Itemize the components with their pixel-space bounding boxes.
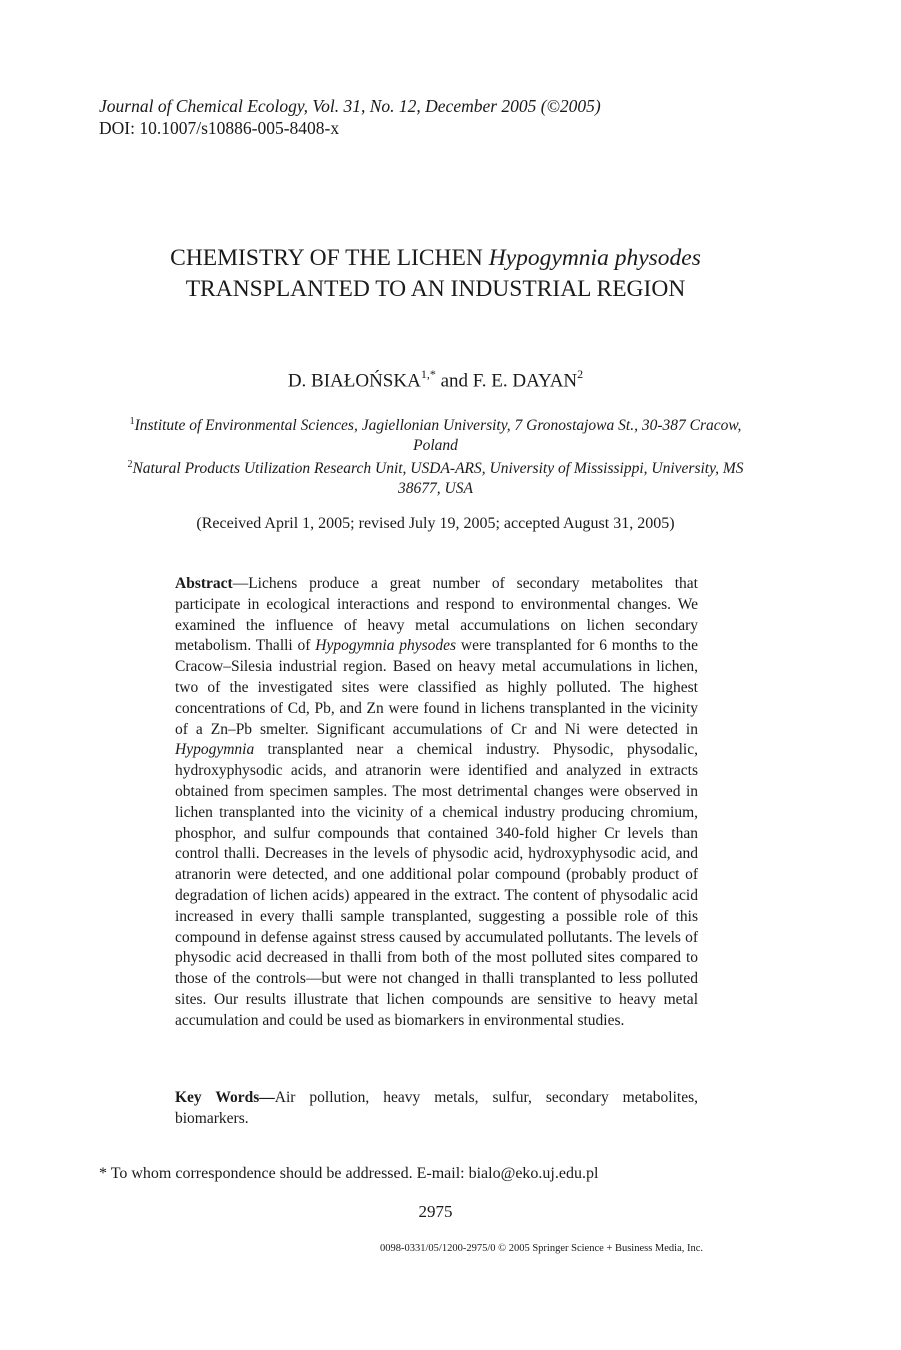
author-list [0, 368, 871, 392]
affiliation-1-text: Institute of Environmental Sciences, Jagiellonian University, 7 Gronostajowa St., 30-387 Cracow, Poland [134, 417, 742, 455]
received-dates: (Received April 1, 2005; revised July 19, 2005; accepted August 31, 2005) [196, 515, 675, 532]
keywords-label: Key Words— [175, 1089, 275, 1106]
keywords-text: Air pollution, heavy metals, sulfur, secondary metabolites, biomarkers. [175, 1089, 698, 1127]
abstract [175, 574, 698, 1032]
abstract-text-1: —Lichens produce a great number of secondary metabolites that participate in ecological interactions and respond to environmental changes. We examined the influence of heavy metal accumulations on lichen secondary metabolism. Thalli of [175, 575, 698, 655]
abstract-species-1: Hypogymnia physodes [315, 637, 457, 655]
abstract-species-2: Hypogymnia [175, 741, 255, 759]
author-1-marker: 1,* [420, 367, 436, 381]
copyright-line: 0098-0331/05/1200-2975/0 © 2005 Springer Science + Business Media, Inc. [380, 1243, 704, 1254]
abstract-label: Abstract [175, 575, 233, 592]
abstract-text-3: transplanted near a chemical industry. Physodic, physodalic, hydroxyphysodic acids, and atranorin were identified and analyzed in extracts obtained from specimen samples. The most detrimental changes were observed in lichen transplanted into the vicinity of a chemical industry producing chromium, phosphor, and sulfur compounds that contained 340-fold higher Cr levels than control thalli. Decreases in the levels of physodic acid, hydroxyphysodic acid, and atranorin were detected, and one additional polar compound (probably product of degradation of lichen acids) appeared in the extract. The content of physodalic acid increased in every thalli sample transplanted, suggesting a possible role of this compound in defense against stress caused by accumulated pollutants. The levels of physodic acid decreased in thalli from both of the most polluted sites compared to those of the controls—but were not changed in thalli transplanted to less polluted sites. Our results illustrate that lichen compounds are sensitive to heavy metal accumulation and could be used as biomarkers in environmental studies. [175, 741, 698, 1029]
keywords [175, 1088, 698, 1130]
title-line-1 [0, 243, 871, 274]
affiliation-2-text: Natural Products Utilization Research Unit, USDA-ARS, University of Mississippi, University, MS 38677, USA [132, 460, 744, 498]
affiliation-2 [120, 455, 751, 499]
title-species: Hypogymnia physodes [488, 245, 701, 271]
title-line-2: TRANSPLANTED TO AN INDUSTRIAL REGION [185, 276, 686, 302]
abstract-text-2: were transplanted for 6 months to the Cracow–Silesia industrial region. Based on heavy metal accumulations in lichen, two of the investigated sites were classified as highly polluted. The highest concentrations of Cd, Pb, and Zn were found in lichens transplanted in the vicinity of a Zn–Pb smelter. Significant accumulations of Cr and Ni were detected in [175, 637, 698, 738]
article-title [0, 243, 871, 305]
title-text: CHEMISTRY OF THE LICHEN [170, 245, 489, 271]
doi: DOI: 10.1007/s10886-005-8408-x [99, 118, 340, 138]
author-join: and [435, 370, 473, 392]
affiliation-2-number: 2 [127, 459, 133, 470]
affiliation-1 [120, 412, 751, 456]
author-1: D. BIAŁOŃSKA [287, 370, 421, 392]
author-2-marker: 2 [577, 367, 584, 381]
page-number: 2975 [418, 1202, 453, 1221]
affiliation-1-number: 1 [129, 416, 135, 427]
journal-citation: Journal of Chemical Ecology, Vol. 31, No. 12, December 2005 (©2005) [99, 96, 601, 116]
author-2: F. E. DAYAN [472, 370, 578, 392]
correspondence-footnote: * To whom correspondence should be addressed. E-mail: bialo@eko.uj.edu.pl [99, 1165, 599, 1182]
